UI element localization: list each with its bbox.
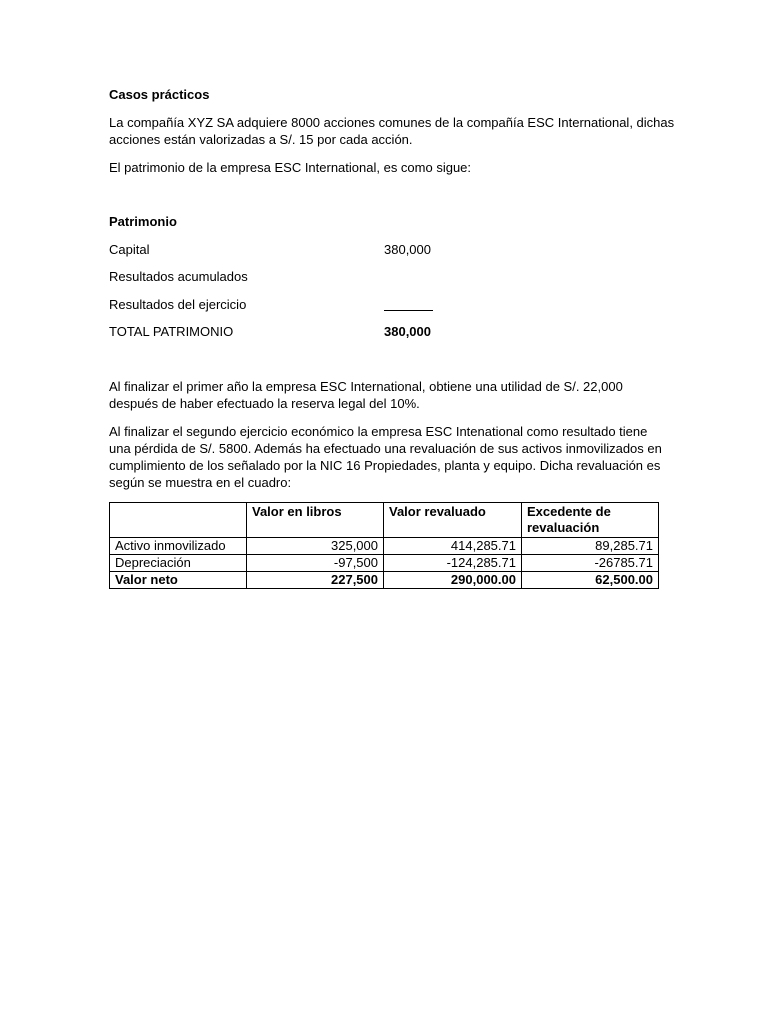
equity-row-label: Capital [109,242,150,257]
equity-title: Patrimonio [109,214,177,229]
table-cell: 325,000 [247,538,384,555]
table-header-cell: Valor en libros [247,503,384,538]
paragraph-1-line-1: La compañía XYZ SA adquiere 8000 acciones comunes de la compañía ESC International, dichas [109,115,675,130]
equity-row-label: Resultados acumulados [109,269,248,284]
equity-row-value: 380,000 [384,242,431,257]
table-cell: -124,285.71 [384,555,522,572]
equity-row-label: Resultados del ejercicio [109,297,247,312]
paragraph-3-line-2: después de haber efectuado la reserva legal del 10%. [109,396,420,411]
table-header-cell: Excedente de revaluación [522,503,659,538]
paragraph-4-line: según se muestra en el cuadro: [109,475,292,490]
revaluation-table [109,502,659,589]
paragraph-4-line: cumplimiento de los señalado por la NIC 16 Propiedades, planta y equipo. Dicha revaluación es [109,458,661,473]
table-header-cell [110,503,247,538]
table-cell: -97,500 [247,555,384,572]
table-header-cell: Valor revaluado [384,503,522,538]
table-row-total [110,572,659,589]
equity-total-value: 380,000 [384,324,431,339]
table-cell-label: Depreciación [110,555,247,572]
paragraph-2: El patrimonio de la empresa ESC International, es como sigue: [109,160,472,175]
table-cell: 89,285.71 [522,538,659,555]
paragraph-1-line-2: acciones están valorizadas a S/. 15 por cada acción. [109,132,413,147]
table-row [110,555,659,572]
table-cell-label: Activo inmovilizado [110,538,247,555]
table-cell: -26785.71 [522,555,659,572]
table-cell: 290,000.00 [384,572,522,589]
paragraph-4-line: una pérdida de S/. 5800. Además ha efectuado una revaluación de sus activos inmovilizados en [109,441,662,456]
table-cell: 62,500.00 [522,572,659,589]
paragraph-3-line-1: Al finalizar el primer año la empresa ESC International, obtiene una utilidad de S/. 22,000 [109,379,623,394]
blank-value-line [384,298,433,311]
table-cell: 227,500 [247,572,384,589]
table-cell: 414,285.71 [384,538,522,555]
paragraph-4-line: Al finalizar el segundo ejercicio económico la empresa ESC Intenational como resultado tiene [109,424,648,439]
heading: Casos prácticos [109,87,210,102]
equity-total-label: TOTAL PATRIMONIO [109,324,234,339]
table-cell-label: Valor neto [110,572,247,589]
table-header-row [110,503,659,538]
table-row [110,538,659,555]
